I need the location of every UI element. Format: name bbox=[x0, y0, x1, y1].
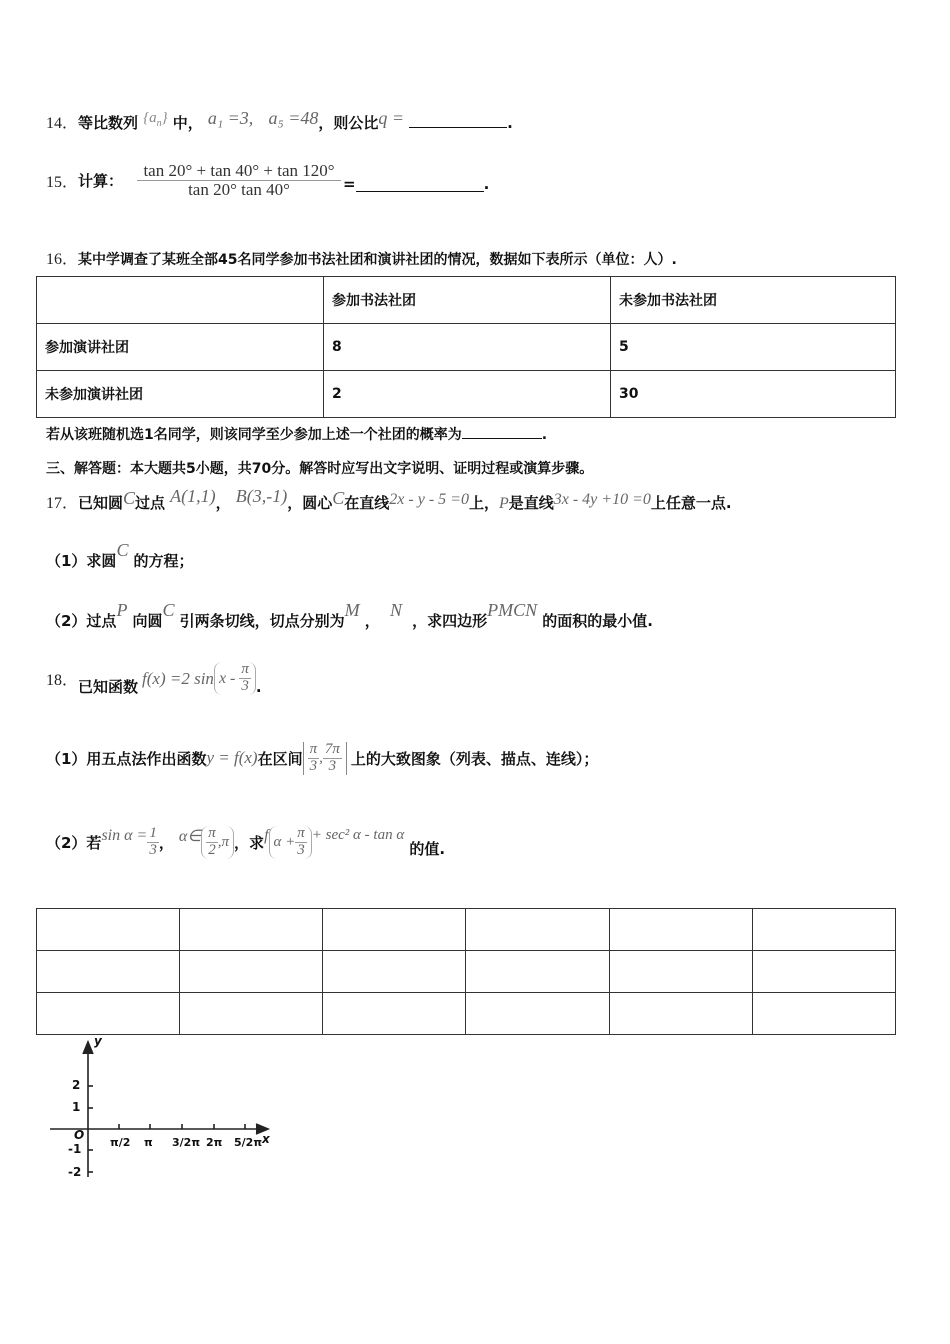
club-table bbox=[36, 276, 896, 418]
table-row: 参加演讲社团 8 5 bbox=[37, 324, 896, 371]
answer-blank-16[interactable] bbox=[462, 426, 542, 439]
answer-blank-14[interactable] bbox=[409, 113, 507, 128]
question-18-part-2: （2）若 sin α = $\frac{1}{3}$ ， α∈ $\frac{\pi}{2}$ ,π ，求 f α + $\frac{\pi}{3}$ + sec² α - tan α 的值. bbox=[46, 825, 446, 858]
y-axis-label: y bbox=[94, 1034, 102, 1048]
question-14: 14．等比数列 $\{a_n\}$ 中， a₁ =3, a₅ =48，则公比q = . bbox=[46, 108, 513, 132]
question-18: 18． 已知函数 f(x) =2 sin x - $\frac{\pi}{3}$ . bbox=[46, 661, 262, 696]
question-16-prompt: 若从该班随机选1名同学，则该同学至少参加上述一个社团的概率为 . bbox=[46, 427, 548, 443]
table-row bbox=[37, 909, 896, 951]
fraction-expression: $\frac{\tan 20^\circ + \tan 40^\circ + \tan 120^\circ}{\tan 20^\circ \tan 40^\circ}$ bbox=[137, 162, 341, 199]
sequence-symbol: $\{a_n\}$ bbox=[143, 110, 168, 129]
section-title: 三、解答题：本大题共5小题，共70分。解答时应写出文字说明、证明过程或演算步骤。 bbox=[46, 461, 594, 477]
x-tick-five-half-pi: 5/2π bbox=[234, 1136, 263, 1149]
table-header bbox=[37, 277, 324, 324]
table-header: 参加书法社团 bbox=[324, 277, 611, 324]
five-point-table bbox=[36, 908, 896, 1035]
table-row bbox=[37, 993, 896, 1035]
question-17-part-2: （2）过点P 向圆C 引两条切线，切点分别为M ， N ，求四边形PMCN 的面积的最小值. bbox=[46, 600, 653, 630]
x-tick-three-half-pi: 3/2π bbox=[172, 1136, 201, 1149]
x-tick-two-pi: 2π bbox=[206, 1136, 223, 1149]
coordinate-graph: y x O 2 1 -1 -2 π/2 π 3/2π 2π 5/2π bbox=[44, 1032, 284, 1182]
table-row: 未参加演讲社团 2 30 bbox=[37, 371, 896, 418]
x-axis-label: x bbox=[262, 1132, 270, 1146]
question-15: 15． 计算： $\frac{\tan 20^\circ + \tan 40^\circ + \tan 120^\circ}{\tan 20^\circ \tan 40^\circ}$ = . bbox=[46, 161, 490, 199]
answer-blank-15[interactable] bbox=[356, 177, 484, 192]
function-argument: x - $\frac{\pi}{3}$ bbox=[214, 662, 256, 695]
x-tick-half-pi: π/2 bbox=[110, 1136, 131, 1149]
question-17: 17．已知圆C过点 A(1,1)， B(3,-1)，圆心C在直线2x - y - 5 =0上，P是直线3x - 4y +10 =0上任意一点. bbox=[46, 486, 732, 512]
table-row bbox=[37, 951, 896, 993]
origin-label: O bbox=[74, 1128, 85, 1142]
question-17-part-1: （1）求圆C 的方程； bbox=[46, 540, 194, 570]
question-18-part-1: （1）用五点法作出函数 y = f(x) 在区间 $\frac{\pi}{3}$ , $\frac{7\pi}{3}$ 上的大致图象（列表、描点、连线）； bbox=[46, 741, 599, 774]
table-header: 未参加书法社团 bbox=[611, 277, 896, 324]
interval: $\frac{\pi}{3}$ , $\frac{7\pi}{3}$ bbox=[303, 742, 347, 775]
question-16: 16．某中学调查了某班全部45名同学参加书法社团和演讲社团的情况，数据如下表所示（单位：人）. bbox=[46, 251, 677, 268]
x-tick-pi: π bbox=[144, 1136, 153, 1149]
